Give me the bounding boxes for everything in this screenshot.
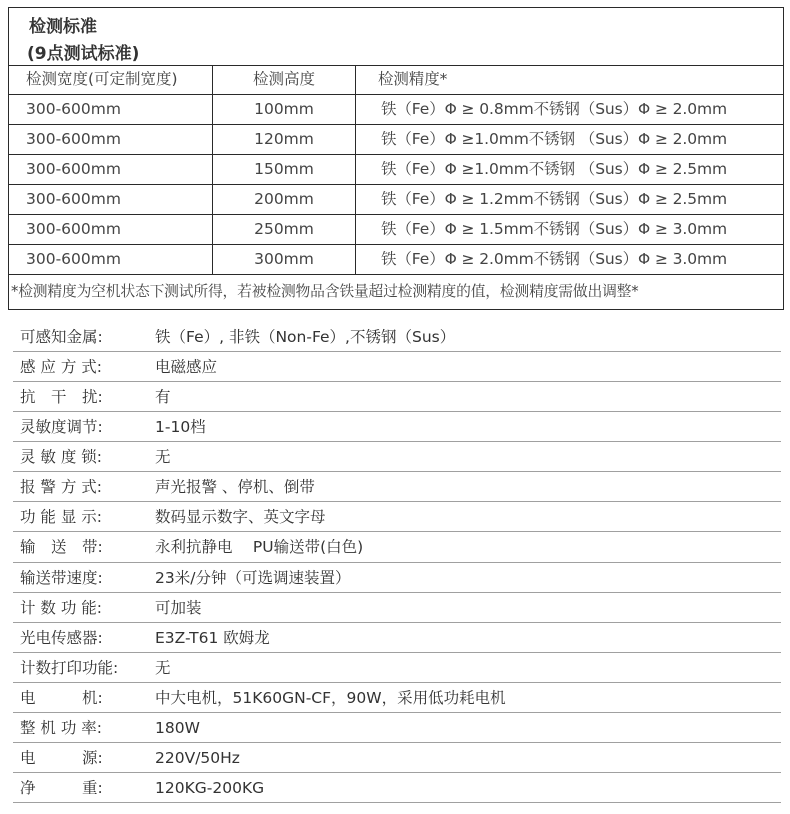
table-row [9,185,783,215]
table-title-block [9,8,783,66]
table-subtitle: (9点测试标准) [27,44,140,64]
spec-value: 铁（Fe）, 非铁（Non-Fe）,不锈钢（Sus） [155,328,456,346]
spec-row [13,472,781,502]
table-row [9,155,783,185]
table-row [9,245,783,275]
spec-row [13,532,781,562]
spec-value: 无 [155,448,171,467]
spec-label: 感 应 方 式: [20,358,103,377]
table-title: 检测标准 [29,17,97,37]
table-row [9,215,783,245]
spec-label: 整 机 功 率: [20,718,103,737]
spec-row [13,442,781,472]
spec-list [13,322,781,803]
cell-height: 100mm [213,95,356,124]
spec-label: 输 送 带: [20,538,103,557]
cell-height: 150mm [213,155,356,184]
cell-height: 300mm [213,245,356,274]
cell-width: 300-600mm [9,245,213,274]
cell-width: 300-600mm [9,185,213,214]
spec-value: 永利抗静电 PU输送带(白色) [155,538,364,557]
spec-label: 计数打印功能: [20,658,119,677]
header-height: 检测高度 [213,65,356,94]
spec-label: 净 重: [20,778,103,797]
spec-value: 180W [155,718,200,737]
header-width: 检测宽度(可定制宽度) [9,65,213,94]
spec-value: 中大电机，51K60GN-CF，90W，采用低功耗电机 [155,688,506,707]
cell-width: 300-600mm [9,95,213,124]
spec-row [13,382,781,412]
spec-value: 有 [155,388,171,407]
cell-width: 300-600mm [9,155,213,184]
table-header-row [9,65,783,95]
spec-value: 声光报警 、停机、倒带 [155,478,315,497]
spec-label: 功 能 显 示: [20,508,103,527]
cell-precision: 铁（Fe）Φ ≥ 1.2mm不锈钢（Sus）Φ ≥ 2.5mm [381,190,728,208]
spec-row [13,713,781,743]
spec-label: 抗 干 扰: [20,388,103,407]
cell-precision: 铁（Fe）Φ ≥1.0mm不锈钢 （Sus）Φ ≥ 2.0mm [381,130,728,148]
spec-row [13,352,781,382]
spec-row [13,743,781,773]
spec-row [13,623,781,653]
spec-value: 120KG-200KG [155,778,265,797]
table-row [9,95,783,125]
cell-precision: 铁（Fe）Φ ≥ 0.8mm不锈钢（Sus）Φ ≥ 2.0mm [381,100,728,118]
table-row [9,125,783,155]
cell-height: 200mm [213,185,356,214]
spec-row [13,593,781,623]
spec-row [13,683,781,713]
spec-value: 电磁感应 [155,358,218,377]
spec-label: 电 机: [20,688,103,707]
spec-row [13,563,781,593]
cell-width: 300-600mm [9,215,213,244]
spec-label: 灵敏度调节: [20,418,103,437]
cell-width: 300-600mm [9,125,213,154]
spec-label: 电 源: [20,748,103,767]
spec-value: 无 [155,658,171,677]
spec-value: 可加装 [155,598,202,617]
spec-label: 光电传感器: [20,628,103,647]
cell-precision: 铁（Fe）Φ ≥1.0mm不锈钢 （Sus）Φ ≥ 2.5mm [381,160,728,178]
spec-label: 输送带速度: [20,568,103,587]
spec-label: 灵 敏 度 锁: [20,448,103,467]
header-precision: 检测精度* [378,70,448,88]
table-footnote: *检测精度为空机状态下测试所得，若被检测物品含铁量超过检测精度的值，检测精度需做出调整* [11,283,639,300]
spec-value: 数码显示数字、英文字母 [155,508,326,527]
cell-height: 120mm [213,125,356,154]
spec-row [13,412,781,442]
spec-value: 23米/分钟（可选调速装置） [155,568,351,587]
cell-height: 250mm [213,215,356,244]
spec-label: 报 警 方 式: [20,478,103,497]
spec-row [13,502,781,532]
cell-precision: 铁（Fe）Φ ≥ 1.5mm不锈钢（Sus）Φ ≥ 3.0mm [381,220,728,238]
spec-value: 220V/50Hz [155,748,240,767]
spec-row [13,322,781,352]
spec-value: E3Z-T61 欧姆龙 [155,628,270,647]
spec-label: 可感知金属: [20,328,103,346]
spec-value: 1-10档 [155,418,206,437]
detection-standard-table [8,7,784,310]
spec-row [13,773,781,803]
spec-row [13,653,781,683]
spec-label: 计 数 功 能: [20,598,103,617]
cell-precision: 铁（Fe）Φ ≥ 2.0mm不锈钢（Sus）Φ ≥ 3.0mm [381,250,728,268]
